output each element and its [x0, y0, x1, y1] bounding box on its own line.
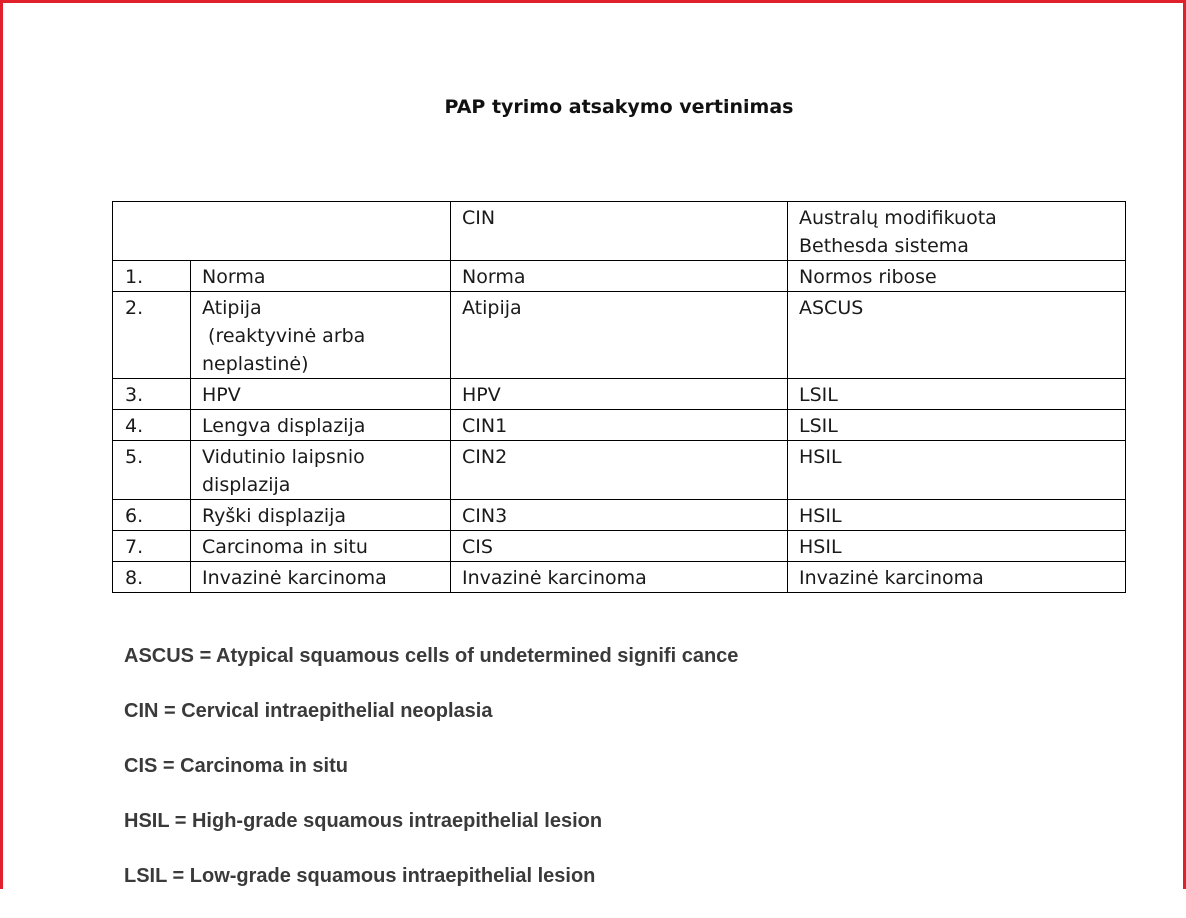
- row-cin: CIN1: [451, 410, 788, 441]
- table-row: [113, 410, 1126, 441]
- row-cin: CIN3: [451, 500, 788, 531]
- header-cell-cin: CIN: [451, 202, 788, 261]
- table-row: [113, 500, 1126, 531]
- row-number: 8.: [113, 562, 191, 593]
- legend-item-cis: CIS = Carcinoma in situ: [124, 755, 348, 777]
- row-name-line: displazija: [202, 474, 291, 496]
- row-name-line: Lengva displazija: [202, 415, 366, 437]
- row-name: [191, 379, 451, 410]
- row-name-line: Invazinė karcinoma: [202, 567, 387, 589]
- row-name-line: Atipija: [202, 297, 262, 319]
- row-name: [191, 562, 451, 593]
- row-bethesda: HSIL: [788, 441, 1126, 500]
- table-header-row: [113, 202, 1126, 261]
- row-bethesda: ASCUS: [788, 292, 1126, 379]
- row-cin: CIS: [451, 531, 788, 562]
- table-row: [113, 261, 1126, 292]
- document-title: PAP tyrimo atsakymo vertinimas: [444, 96, 794, 118]
- row-number: 3.: [113, 379, 191, 410]
- row-name: [191, 441, 451, 500]
- row-number: 6.: [113, 500, 191, 531]
- table-row: [113, 441, 1126, 500]
- row-bethesda: HSIL: [788, 531, 1126, 562]
- row-number: 4.: [113, 410, 191, 441]
- header-bethesda-line1: Australų modifikuota: [799, 207, 997, 229]
- classification-table: [112, 201, 1126, 593]
- row-cin: CIN2: [451, 441, 788, 500]
- row-name-line: Vidutinio laipsnio: [202, 446, 365, 468]
- abbreviation-legend: [124, 643, 738, 918]
- row-bethesda: Invazinė karcinoma: [788, 562, 1126, 593]
- row-cin: Norma: [451, 261, 788, 292]
- header-bethesda-line2: Bethesda sistema: [799, 235, 969, 257]
- row-name: [191, 500, 451, 531]
- row-name-line: Ryški displazija: [202, 505, 347, 527]
- header-cell-bethesda: [788, 202, 1126, 261]
- legend-item-lsil: LSIL = Low-grade squamous intraepithelial lesion: [124, 865, 596, 887]
- row-bethesda: HSIL: [788, 500, 1126, 531]
- row-number: 2.: [113, 292, 191, 379]
- table-row: [113, 379, 1126, 410]
- row-number: 7.: [113, 531, 191, 562]
- row-cin: Invazinė karcinoma: [451, 562, 788, 593]
- row-name: [191, 531, 451, 562]
- row-number: 1.: [113, 261, 191, 292]
- row-bethesda: LSIL: [788, 410, 1126, 441]
- header-cell-empty: [113, 202, 451, 261]
- row-cin: Atipija: [451, 292, 788, 379]
- row-name-line: (reaktyvinė arba: [202, 325, 366, 347]
- row-name-line: Norma: [202, 266, 266, 288]
- row-name-line: Carcinoma in situ: [202, 536, 368, 558]
- row-cin: HPV: [451, 379, 788, 410]
- table-row: [113, 531, 1126, 562]
- table-row: [113, 562, 1126, 593]
- row-name-line: neplastinė): [202, 353, 309, 375]
- row-name-line: HPV: [202, 384, 241, 406]
- legend-item-ascus: ASCUS = Atypical squamous cells of undetermined signifi cance: [124, 645, 739, 667]
- row-name: [191, 292, 451, 379]
- legend-item-cin: CIN = Cervical intraepithelial neoplasia: [124, 700, 493, 722]
- row-bethesda: LSIL: [788, 379, 1126, 410]
- row-name: [191, 261, 451, 292]
- legend-item-hsil: HSIL = High-grade squamous intraepithelial lesion: [124, 810, 603, 832]
- table-row: [113, 292, 1126, 379]
- row-name: [191, 410, 451, 441]
- row-bethesda: Normos ribose: [788, 261, 1126, 292]
- row-number: 5.: [113, 441, 191, 500]
